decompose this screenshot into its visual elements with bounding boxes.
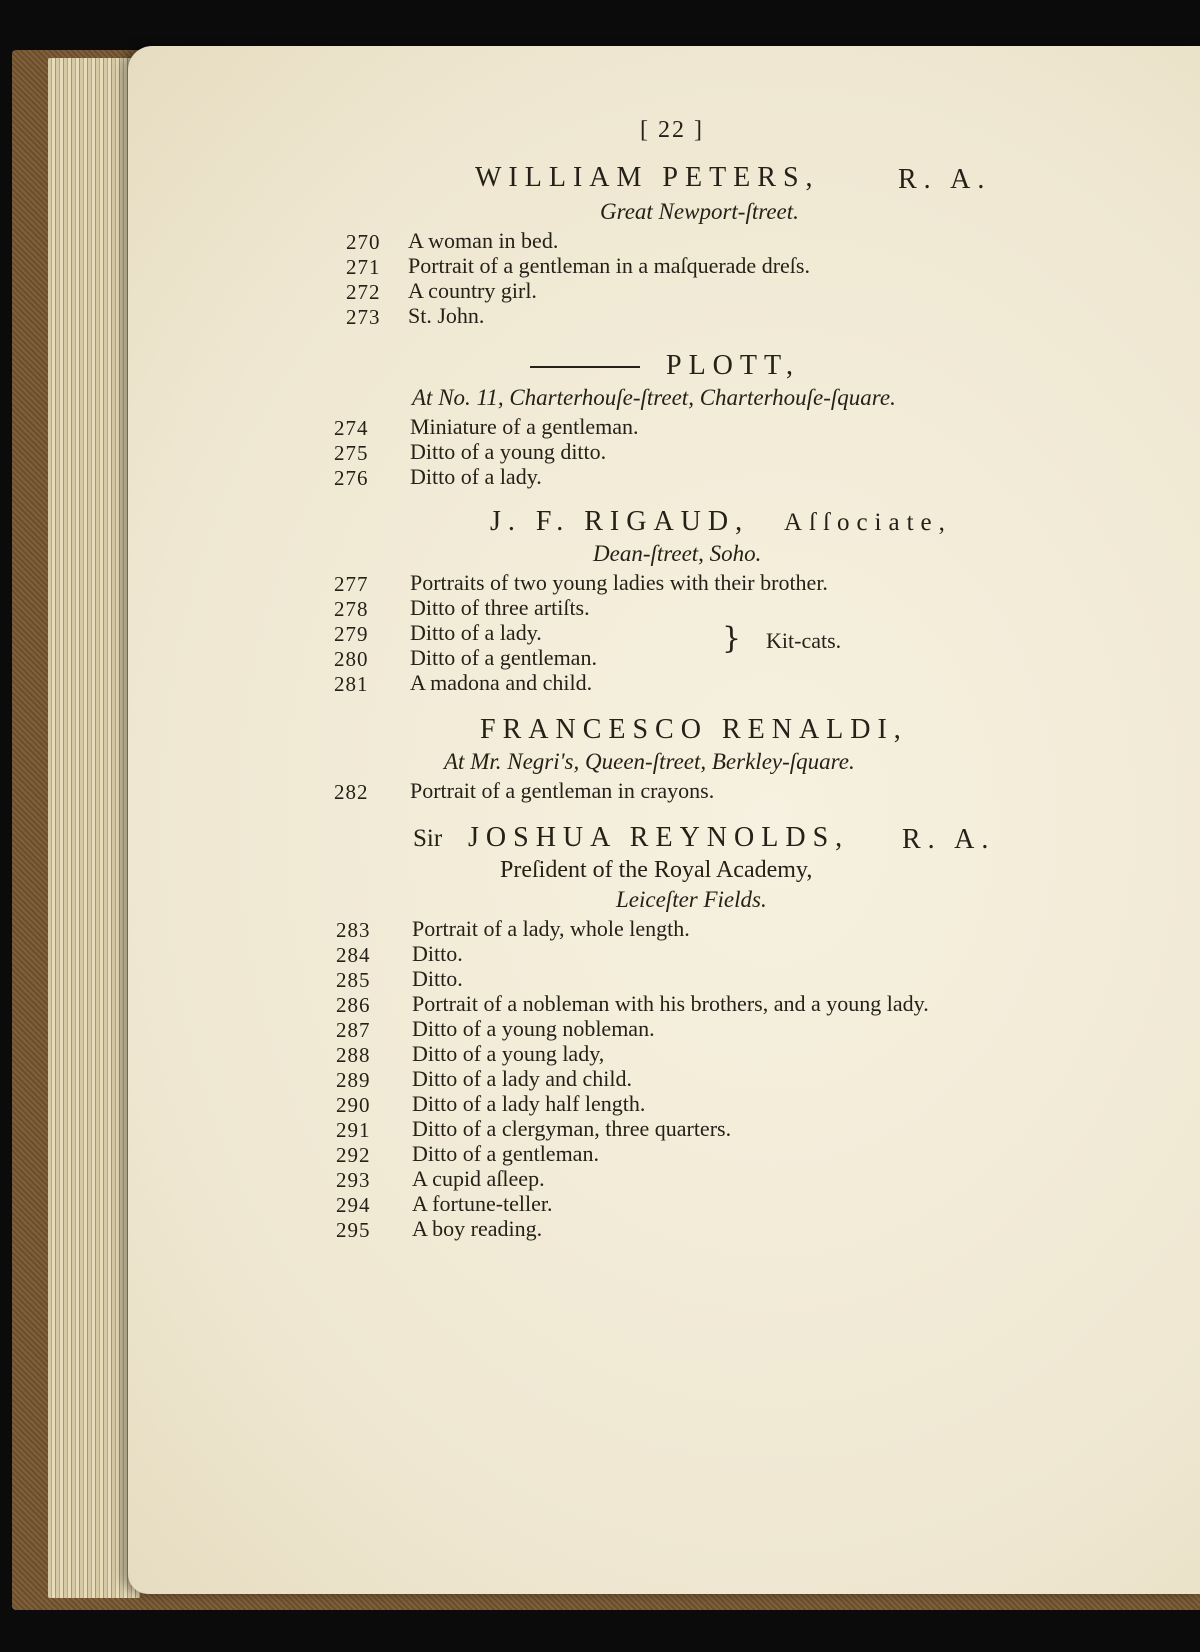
entry-number: 274 [334, 416, 369, 440]
page-edges [48, 58, 140, 1598]
entry-number: 271 [346, 255, 381, 279]
artist-prefix-reynolds: Sir [413, 825, 443, 852]
name-dash-rule [530, 366, 640, 368]
entry-title: A country girl. [408, 278, 537, 303]
entry-title: Ditto of a lady. [410, 464, 542, 489]
entry-title: A cupid aſleep. [412, 1166, 545, 1191]
entry-title: A fortune-teller. [412, 1191, 553, 1216]
entry-number: 286 [336, 993, 371, 1017]
artist-suffix-reynolds: R. A. [902, 824, 996, 855]
entry-title: Ditto of a young lady, [412, 1041, 605, 1066]
artist-name-plott: PLOTT, [666, 350, 801, 381]
entry-title: Portrait of a gentleman in crayons. [410, 778, 715, 803]
entry-title: A madona and child. [410, 670, 593, 695]
entry-number: 292 [336, 1143, 371, 1167]
entry-number: 290 [336, 1093, 371, 1117]
artist-suffix-peters: R. A. [898, 164, 992, 195]
entry-number: 288 [336, 1043, 371, 1067]
entry-number: 273 [346, 305, 381, 329]
entry-number: 283 [336, 918, 371, 942]
entry-title: Portrait of a gentleman in a maſquerade dreſs. [408, 253, 810, 278]
entry-title: Ditto of a young ditto. [410, 439, 607, 464]
artist-name-renaldi: FRANCESCO RENALDI, [480, 714, 908, 745]
title-line-reynolds: Preſident of the Royal Academy, [500, 857, 813, 883]
entry-number: 287 [336, 1018, 371, 1042]
entry-title: Ditto of three artiſts. [410, 595, 590, 620]
entry-number: 289 [336, 1068, 371, 1092]
artist-name-peters: WILLIAM PETERS, [475, 162, 820, 193]
entry-title: A boy reading. [412, 1216, 543, 1241]
curly-brace-icon: } [722, 621, 742, 656]
page-number: [ 22 ] [640, 117, 704, 143]
entry-title: Ditto of a lady half length. [412, 1091, 646, 1116]
entry-title: Ditto of a lady. [410, 620, 542, 645]
entry-title: Ditto. [412, 966, 463, 991]
entry-number: 278 [334, 597, 369, 621]
entry-title: Portrait of a nobleman with his brothers, and a young lady. [412, 991, 929, 1016]
entry-title: Portraits of two young ladies with their brother. [410, 570, 828, 595]
address-reynolds: Leiceſter Fields. [616, 887, 767, 912]
entry-title: Ditto of a clergyman, three quarters. [412, 1116, 732, 1141]
entry-number: 284 [336, 943, 371, 967]
entry-title: Miniature of a gentleman. [410, 414, 639, 439]
entry-number: 295 [336, 1218, 371, 1242]
entry-title: Ditto. [412, 941, 463, 966]
address-peters: Great Newport-ſtreet. [600, 199, 799, 224]
entry-title: Ditto of a gentleman. [410, 645, 597, 670]
bracket-note: Kit-cats. [766, 628, 842, 653]
entry-number: 277 [334, 572, 369, 596]
entry-number: 275 [334, 441, 369, 465]
entry-title: St. John. [408, 303, 485, 328]
address-plott: At No. 11, Charterhouſe-ſtreet, Charterhouſe-ſquare. [412, 385, 896, 410]
entry-number: 293 [336, 1168, 371, 1192]
entry-number: 279 [334, 622, 369, 646]
artist-name-rigaud: J. F. RIGAUD, [490, 506, 750, 537]
entry-number: 285 [336, 968, 371, 992]
catalogue-page [128, 46, 1200, 1594]
entry-number: 280 [334, 647, 369, 671]
artist-suffix-rigaud: Aſſociate, [784, 509, 952, 536]
entry-title: Ditto of a young nobleman. [412, 1016, 655, 1041]
entry-number: 294 [336, 1193, 371, 1217]
address-rigaud: Dean-ſtreet, Soho. [593, 541, 762, 566]
entry-number: 282 [334, 780, 369, 804]
entry-number: 291 [336, 1118, 371, 1142]
entry-title: A woman in bed. [408, 228, 559, 253]
entry-title: Portrait of a lady, whole length. [412, 916, 690, 941]
entry-title: Ditto of a gentleman. [412, 1141, 599, 1166]
entry-number: 272 [346, 280, 381, 304]
address-renaldi: At Mr. Negri's, Queen-ſtreet, Berkley-ſquare. [444, 749, 855, 774]
entry-number: 281 [334, 672, 369, 696]
artist-name-reynolds: JOSHUA REYNOLDS, [468, 822, 850, 853]
entry-number: 270 [346, 230, 381, 254]
entry-title: Ditto of a lady and child. [412, 1066, 632, 1091]
entry-number: 276 [334, 466, 369, 490]
